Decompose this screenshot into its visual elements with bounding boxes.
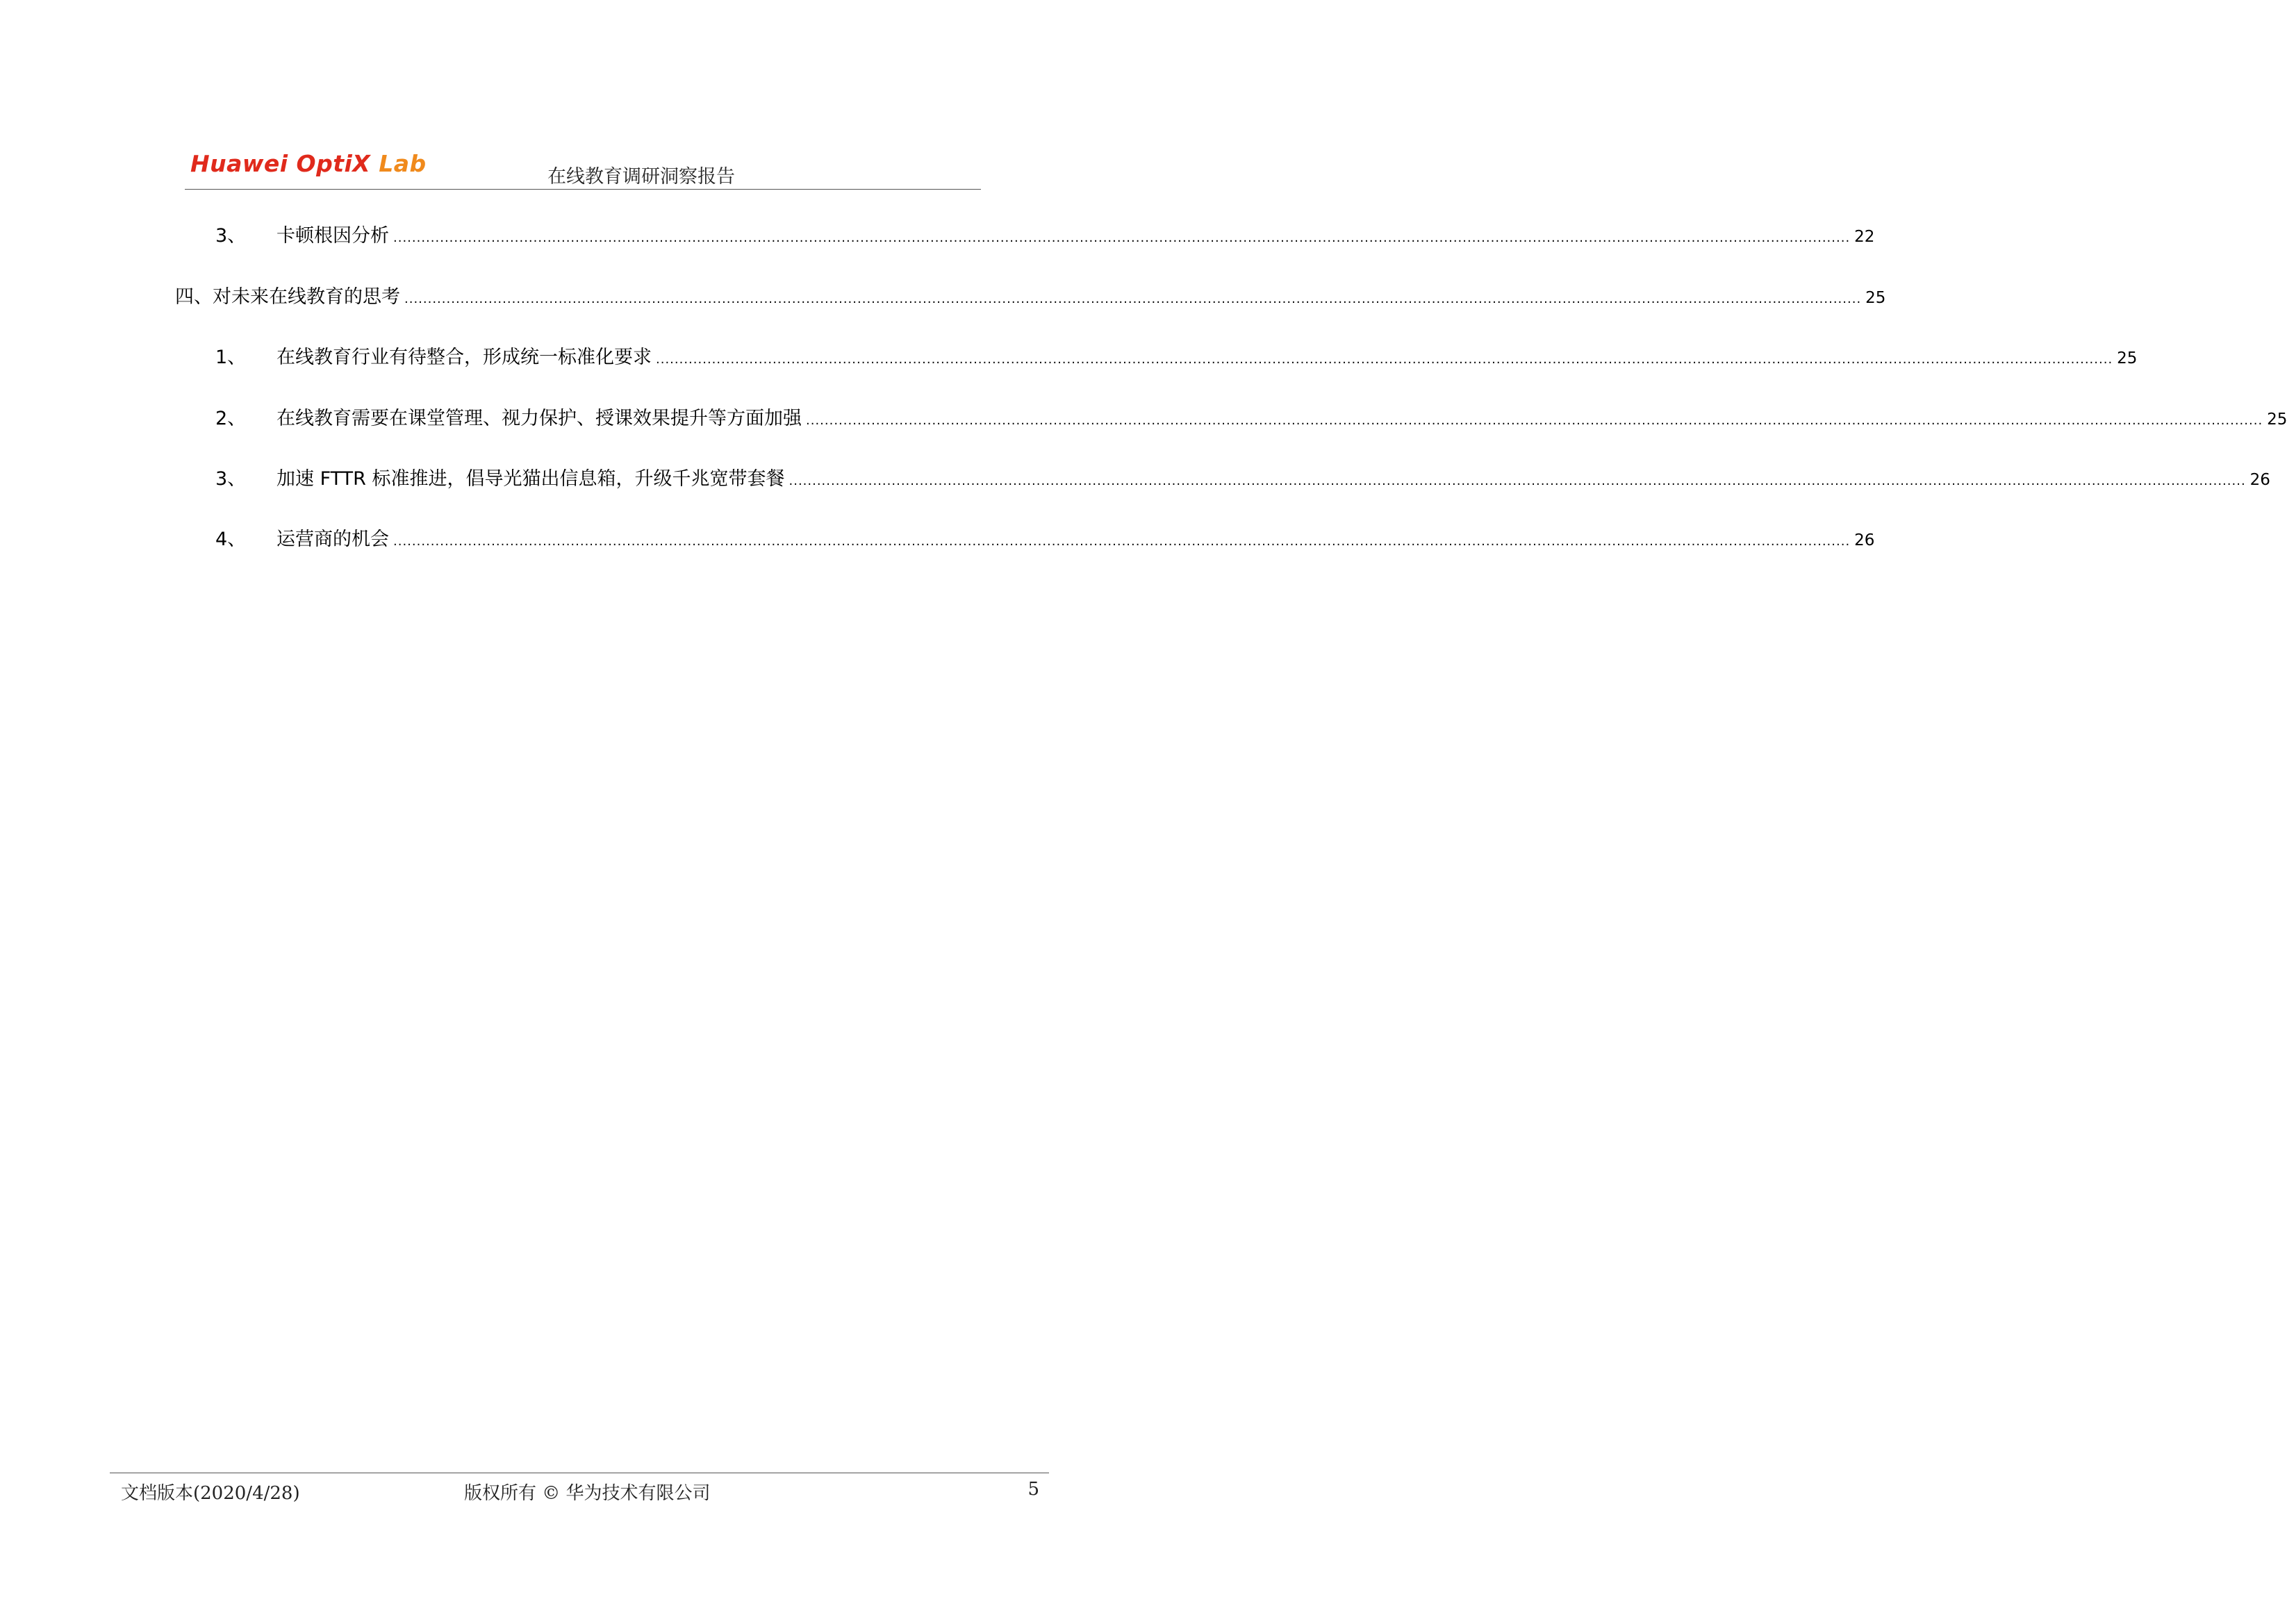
toc-entry-number: 3、: [215, 468, 247, 490]
toc-entry-page: 25: [2117, 349, 2138, 367]
toc-dot-leader: ........................................................................................................................................................................................................................................................................................................................: [806, 413, 2263, 428]
toc-entry[interactable]: [215, 222, 1875, 250]
toc-entry-title: 运营商的机会: [276, 529, 389, 550]
toc-dot-leader: ........................................................................................................................................................................................................................................................................................................................: [393, 534, 1851, 549]
toc-entry-page: 22: [1854, 228, 1875, 246]
toc-entry-number: 2、: [215, 408, 247, 429]
document-title: 在线教育调研洞察报告: [547, 166, 735, 188]
huawei-optix-lab-logo: [190, 150, 427, 177]
toc-entry-page: 25: [1865, 289, 1886, 307]
toc-entry-title: 在线教育行业有待整合，形成统一标准化要求: [276, 347, 652, 368]
toc-entry[interactable]: [215, 465, 2270, 493]
toc-entry-title: 卡顿根因分析: [276, 225, 389, 247]
toc-entry-page: 26: [2249, 471, 2270, 489]
toc-chapter-entry[interactable]: [175, 283, 1886, 311]
toc-dot-leader: ........................................................................................................................................................................................................................................................................................................................: [656, 352, 2113, 367]
toc-entry[interactable]: [215, 405, 2287, 433]
document-version: 文档版本(2020/4/28): [121, 1483, 300, 1504]
toc-entry-number: 1、: [215, 347, 247, 368]
logo-text-main: Huawei OptiX: [190, 150, 371, 177]
toc-dot-leader: ........................................................................................................................................................................................................................................................................................................................: [789, 474, 2246, 488]
copyright-notice: 版权所有 © 华为技术有限公司: [464, 1483, 711, 1504]
logo-text-accent: Lab: [379, 150, 427, 177]
page-header: [185, 146, 981, 190]
toc-entry-number: 4、: [215, 529, 247, 550]
toc-entry[interactable]: [215, 344, 2138, 372]
toc-entry-title: 四、对未来在线教育的思考: [175, 286, 400, 308]
toc-entry-number: 3、: [215, 225, 247, 247]
toc-entry-title: 在线教育需要在课堂管理、视力保护、授课效果提升等方面加强: [276, 408, 802, 429]
toc-dot-leader: ........................................................................................................................................................................................................................................................................................................................: [393, 231, 1851, 245]
page-number: 5: [1027, 1479, 1039, 1500]
toc-entry[interactable]: [215, 526, 1875, 554]
toc-entry-page: 25: [2267, 411, 2287, 429]
toc-entry-title: 加速 FTTR 标准推进，倡导光猫出信息箱，升级千兆宽带套餐: [276, 468, 785, 490]
toc-dot-leader: ........................................................................................................................................................................................................................................................................................................................: [404, 292, 1862, 306]
toc-entry-page: 26: [1854, 531, 1875, 549]
page-footer: [110, 1473, 1049, 1508]
